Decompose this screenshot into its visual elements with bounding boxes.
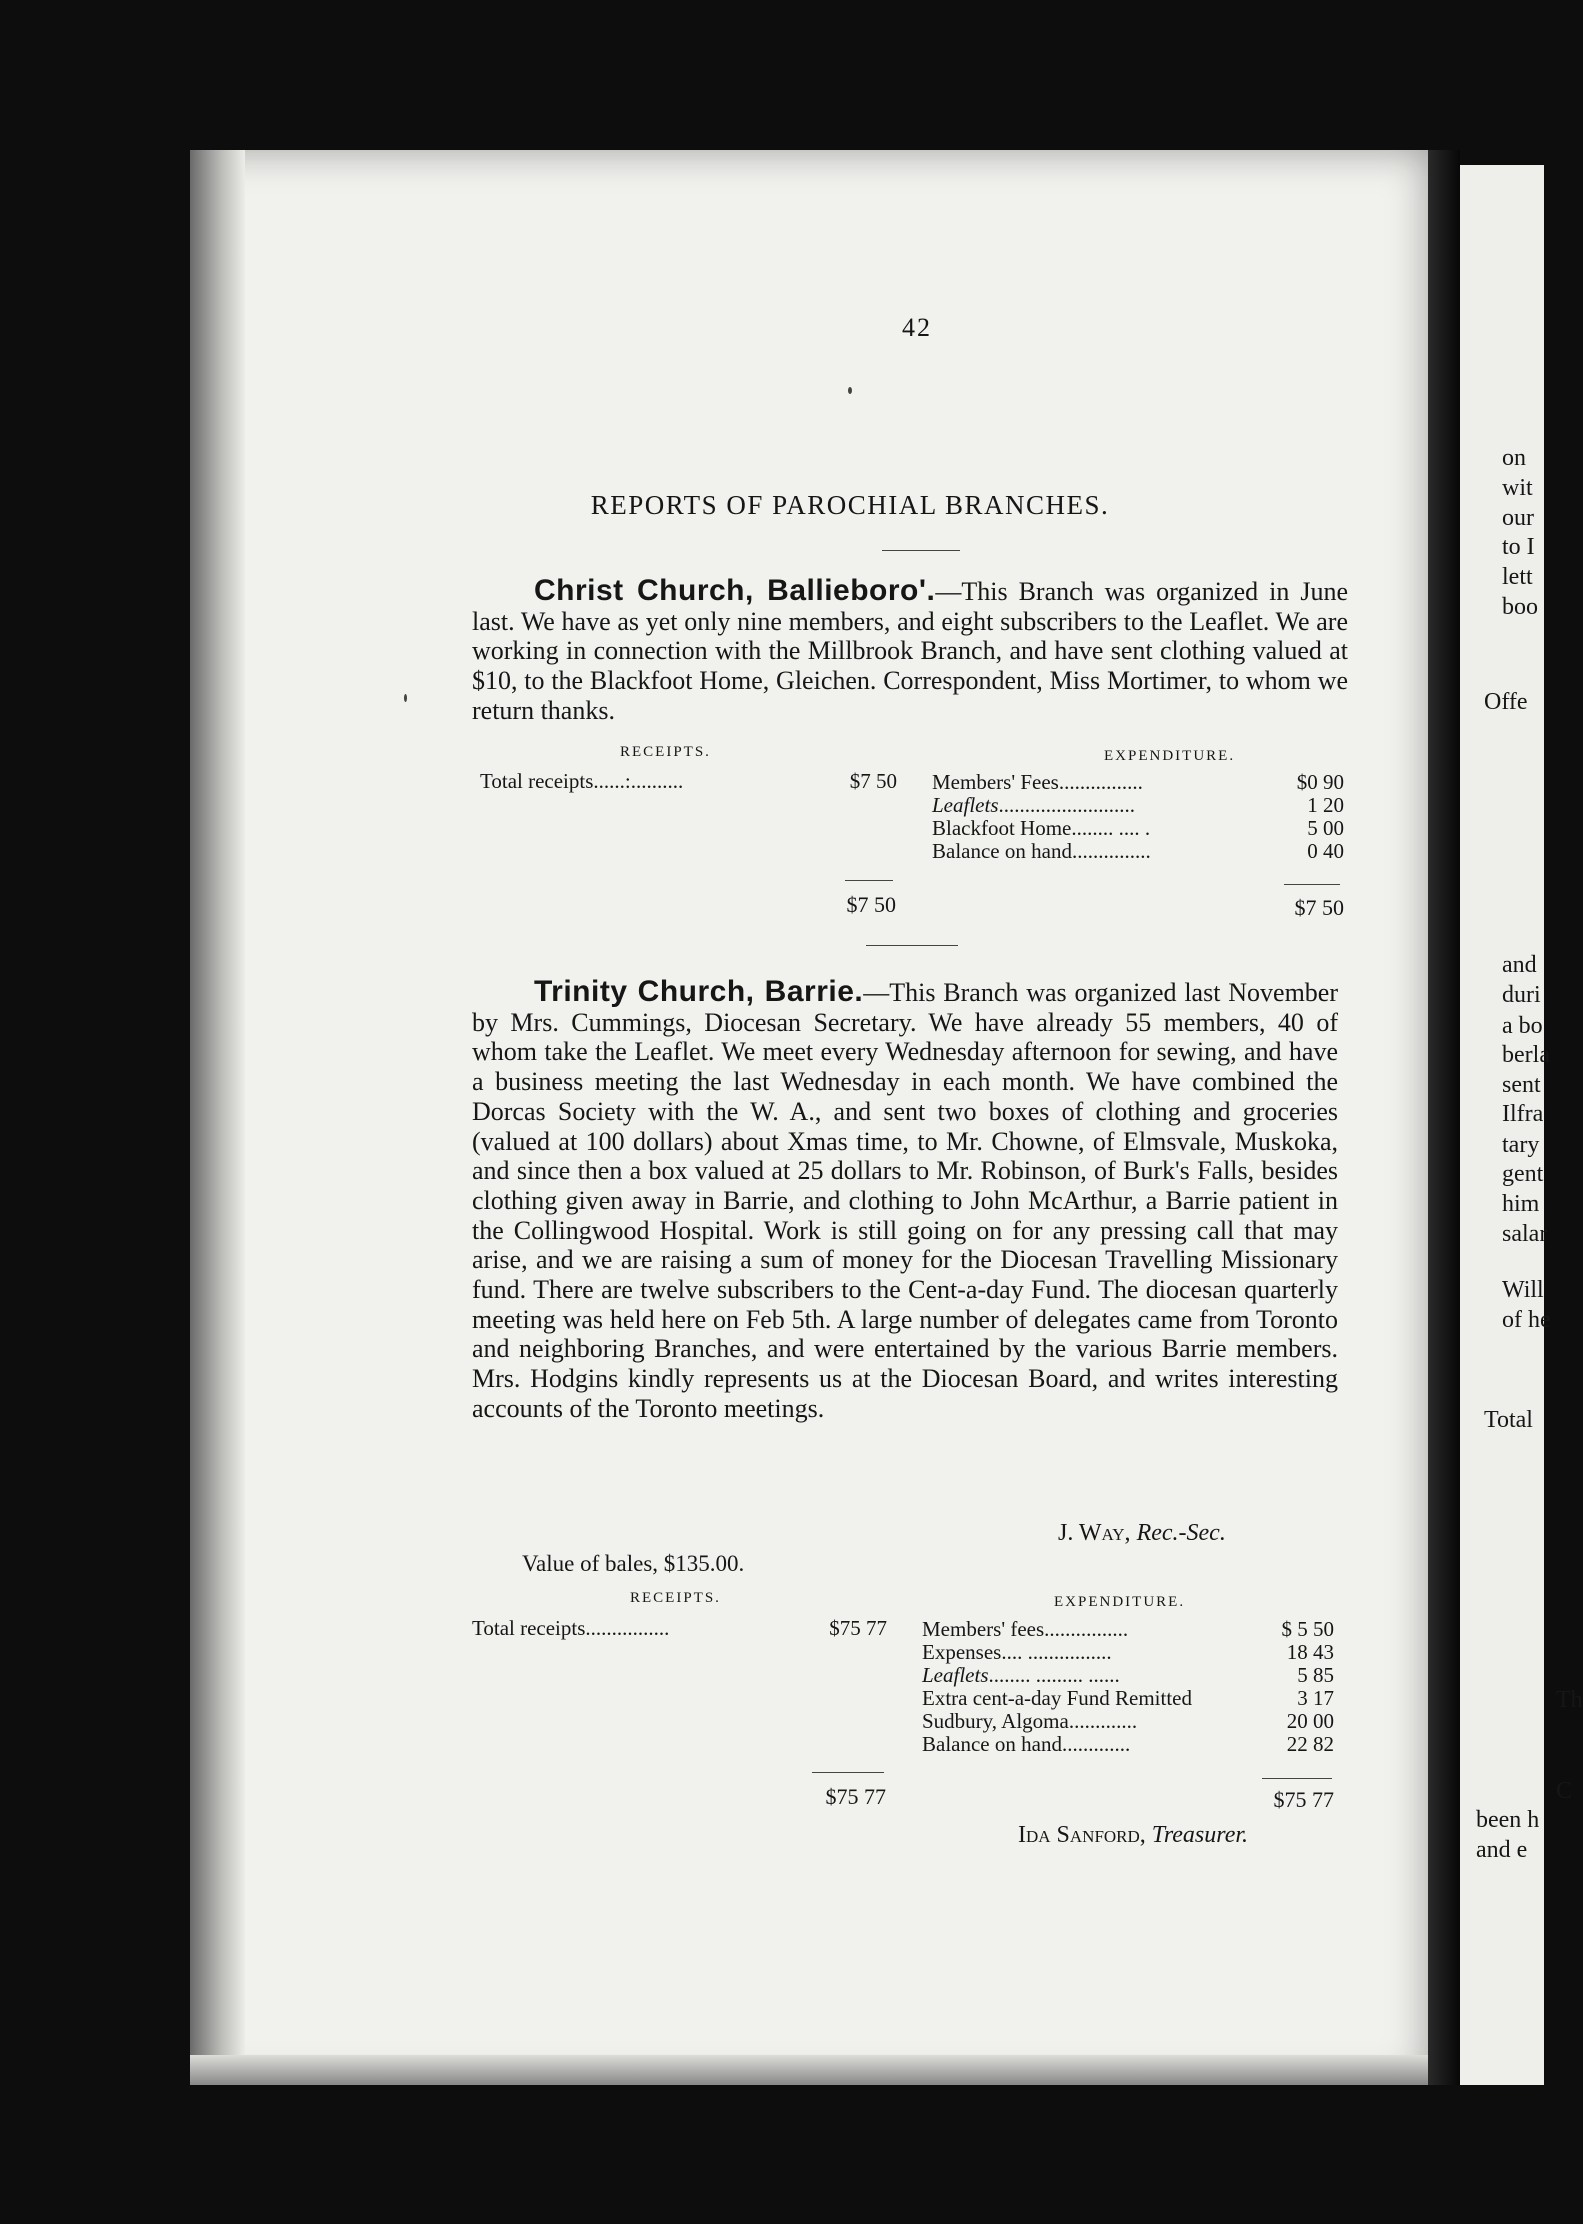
ledger-item-label: Extra cent-a-day Fund Remitted <box>922 1686 1192 1710</box>
facing-page-fragment: of he <box>1502 1307 1551 1333</box>
ledger-item <box>932 817 1307 840</box>
ledger-item-label: Expenses <box>922 1640 1002 1664</box>
ledger-amount: 3 17 <box>1297 1686 1334 1710</box>
page-bottom-edge <box>190 2055 1428 2085</box>
ledger-leader: .... ................ <box>1001 1640 1112 1664</box>
ledger-amount: $75 77 <box>829 1616 887 1640</box>
page-number: 42 <box>902 313 932 342</box>
ledger-amount: 0 40 <box>1307 839 1344 863</box>
ledger-item <box>922 1687 1297 1710</box>
ledger-item-label: Balance on hand <box>932 839 1072 863</box>
facing-page-fragment: berla <box>1502 1042 1550 1068</box>
bales-value-note: Value of bales, $135.00. <box>522 1551 745 1576</box>
ledger-leader: ......:.......... <box>593 769 684 793</box>
ledger-item <box>472 1617 829 1640</box>
receipts-sum-rule <box>845 880 893 881</box>
facing-page-fragment: to I <box>1502 534 1535 560</box>
book-gutter <box>1428 150 1460 2085</box>
expenditure-ledger <box>932 771 1344 863</box>
ledger-leader: ................ <box>585 1616 670 1640</box>
ledger-item-label: Total receipts <box>472 1616 586 1640</box>
facing-page <box>1460 165 1583 2085</box>
ledger-amount: 22 82 <box>1286 1732 1334 1756</box>
facing-page-fragment: lett <box>1502 564 1533 590</box>
facing-page-fragment: tary <box>1502 1132 1540 1158</box>
section-divider <box>866 945 958 946</box>
facing-page-fragment: Ilfra <box>1502 1101 1544 1127</box>
ledger-item-label: Leaflets <box>932 793 999 817</box>
facing-page-fragment: a bo <box>1502 1013 1543 1039</box>
expenditure-label: EXPENDITURE. <box>1104 748 1236 764</box>
ledger-item <box>922 1641 1287 1664</box>
ledger-item <box>480 770 850 793</box>
treasurer-title: Treasurer. <box>1151 1822 1249 1848</box>
expenditure-total: $75 77 <box>1273 1787 1334 1812</box>
expenditure-label: EXPENDITURE. <box>1054 1594 1186 1610</box>
ledger-item <box>932 840 1307 863</box>
expenditure-sum-rule <box>1284 884 1340 885</box>
ledger-row <box>932 771 1344 794</box>
receipts-label: RECEIPTS. <box>620 744 711 760</box>
expenditure-sum-rule <box>1262 1778 1332 1779</box>
facing-page-fragment: sent <box>1502 1072 1541 1098</box>
section-body: —This Branch was organized last November by Mrs. Cummings, Diocesan Secretary. We have already 55 members, 40 of whom take the Leaflet. We meet every Wednesday afternoon for sewing, and have a business meeting the last Wednesday in each month. We have combined the Dorcas Society with the W. A., and sent two boxes of clothing and groceries (valued at 100 dollars) about Xmas time, to Mr. Chowne, of Elmsvale, Muskoka, and since then a box valued at 25 dollars to Mr. Robinson, of Burk's Falls, besides clothing given away in Barrie, and clothing to John McArthur, a Barrie patient in the Collingwood Hospital. Work is still going on for any pressing call that may arise, and we are raising a sum of money for the Diocesan Travelling Missionary fund. There are twelve subscribers to the Cent-a-day Fund. The diocesan quarterly meeting was held here on Feb 5th. A large number of delegates came from Toronto and neighboring Branches, and were entertained by the various Barrie members. Mrs. Hodgins kindly represents us at the Diocesan Board, and writes interesting accounts of the Toronto meetings. <box>472 978 1338 1423</box>
ledger-row <box>922 1641 1334 1664</box>
ledger-amount: 5 85 <box>1297 1663 1334 1687</box>
ledger-item-label: Members' Fees <box>932 770 1059 794</box>
ledger-item <box>922 1733 1287 1756</box>
ledger-amount: $0 90 <box>1296 770 1344 794</box>
receipts-sum-rule <box>812 1772 884 1773</box>
ledger-item-label: Balance on hand <box>922 1732 1062 1756</box>
ledger-amount: 5 00 <box>1307 816 1344 840</box>
receipts-ledger <box>480 770 897 793</box>
ledger-leader: ................ <box>1058 770 1143 794</box>
secretary-signature <box>1058 1520 1226 1547</box>
secretary-title: Rec.-Sec. <box>1136 1520 1226 1546</box>
facing-page-fragment: boo <box>1502 594 1538 620</box>
ledger-item-label: Total receipts <box>480 769 594 793</box>
ledger-row <box>472 1617 887 1640</box>
trinity-church-report <box>472 977 1338 1424</box>
ledger-row <box>932 840 1344 863</box>
ledger-leader: ................ <box>1044 1617 1129 1641</box>
title-divider <box>882 550 960 551</box>
ledger-leader: ........ ......... ...... <box>988 1663 1120 1687</box>
ledger-row <box>922 1710 1334 1733</box>
facing-page-fragment: Total <box>1484 1407 1533 1433</box>
ledger-item <box>922 1618 1282 1641</box>
facing-page-fragment: Th <box>1556 1687 1583 1713</box>
ledger-row <box>922 1618 1334 1641</box>
section-heading: Christ Church, Ballieboro'. <box>534 574 936 607</box>
ledger-amount: 20 00 <box>1286 1709 1334 1733</box>
ink-speck <box>404 694 407 702</box>
ledger-row <box>922 1664 1334 1687</box>
ledger-row <box>922 1687 1334 1710</box>
christ-church-report <box>472 576 1348 726</box>
ledger-amount: $7 50 <box>849 769 897 793</box>
receipts-label: RECEIPTS. <box>630 1590 721 1606</box>
ledger-amount: $ 5 50 <box>1281 1617 1334 1641</box>
facing-page-fragment: him <box>1502 1191 1540 1217</box>
treasurer-name: Ida Sanford, <box>1018 1822 1146 1848</box>
facing-page-fragment: C <box>1556 1778 1573 1804</box>
ledger-row <box>480 770 897 793</box>
ledger-leader: .......................... <box>998 793 1135 817</box>
ledger-leader: ............... <box>1071 839 1151 863</box>
ledger-leader: ............. <box>1068 1709 1138 1733</box>
ledger-leader: ............. <box>1061 1732 1131 1756</box>
ledger-item-label: Sudbury, Algoma <box>922 1709 1069 1733</box>
section-body: —This Branch was organized in June last. We have as yet only nine members, and eight subscribers to the Leaflet. We are working in connection with the Millbrook Branch, and have sent clothing valued at $10, to the Blackfoot Home, Gleichen. Correspondent, Miss Mortimer, to whom we return thanks. <box>472 577 1348 725</box>
secretary-name: J. Way, <box>1058 1520 1131 1546</box>
ledger-amount: 1 20 <box>1307 793 1344 817</box>
facing-page-fragment: Offe <box>1484 689 1528 715</box>
ledger-item <box>932 771 1297 794</box>
receipts-total: $7 50 <box>846 892 896 917</box>
ledger-amount: 18 43 <box>1286 1640 1334 1664</box>
ledger-row <box>922 1733 1334 1756</box>
facing-page-fragment: Will <box>1502 1277 1544 1303</box>
page-binding-shadow <box>190 150 245 2085</box>
ledger-item-label: Blackfoot Home <box>932 816 1072 840</box>
treasurer-signature <box>1018 1822 1248 1849</box>
facing-page-fragment: and e <box>1476 1837 1528 1863</box>
expenditure-total: $7 50 <box>1294 895 1344 920</box>
facing-page-fragment: been h <box>1476 1807 1540 1833</box>
ink-speck <box>848 387 852 394</box>
section-heading: Trinity Church, Barrie. <box>534 975 864 1008</box>
facing-page-fragment: our <box>1502 505 1534 531</box>
facing-page-fragment: duri <box>1502 982 1541 1008</box>
facing-page-fragment: on <box>1502 445 1526 471</box>
ledger-item-label: Members' fees <box>922 1617 1045 1641</box>
ledger-item <box>922 1664 1297 1687</box>
facing-page-fragment: and <box>1502 952 1537 978</box>
ledger-item <box>932 794 1307 817</box>
ledger-row <box>932 817 1344 840</box>
facing-page-fragment: salar <box>1502 1221 1548 1247</box>
receipts-total: $75 77 <box>825 1784 886 1809</box>
facing-page-fragment: wit <box>1502 475 1533 501</box>
facing-page-fragment: gent <box>1502 1161 1544 1187</box>
ledger-row <box>932 794 1344 817</box>
expenditure-ledger <box>922 1618 1334 1756</box>
ledger-item-label: Leaflets <box>922 1663 989 1687</box>
receipts-ledger <box>472 1617 887 1640</box>
ledger-item <box>922 1710 1287 1733</box>
ledger-leader: ........ .... . <box>1071 816 1151 840</box>
page-title: REPORTS OF PAROCHIAL BRANCHES. <box>590 490 1110 520</box>
